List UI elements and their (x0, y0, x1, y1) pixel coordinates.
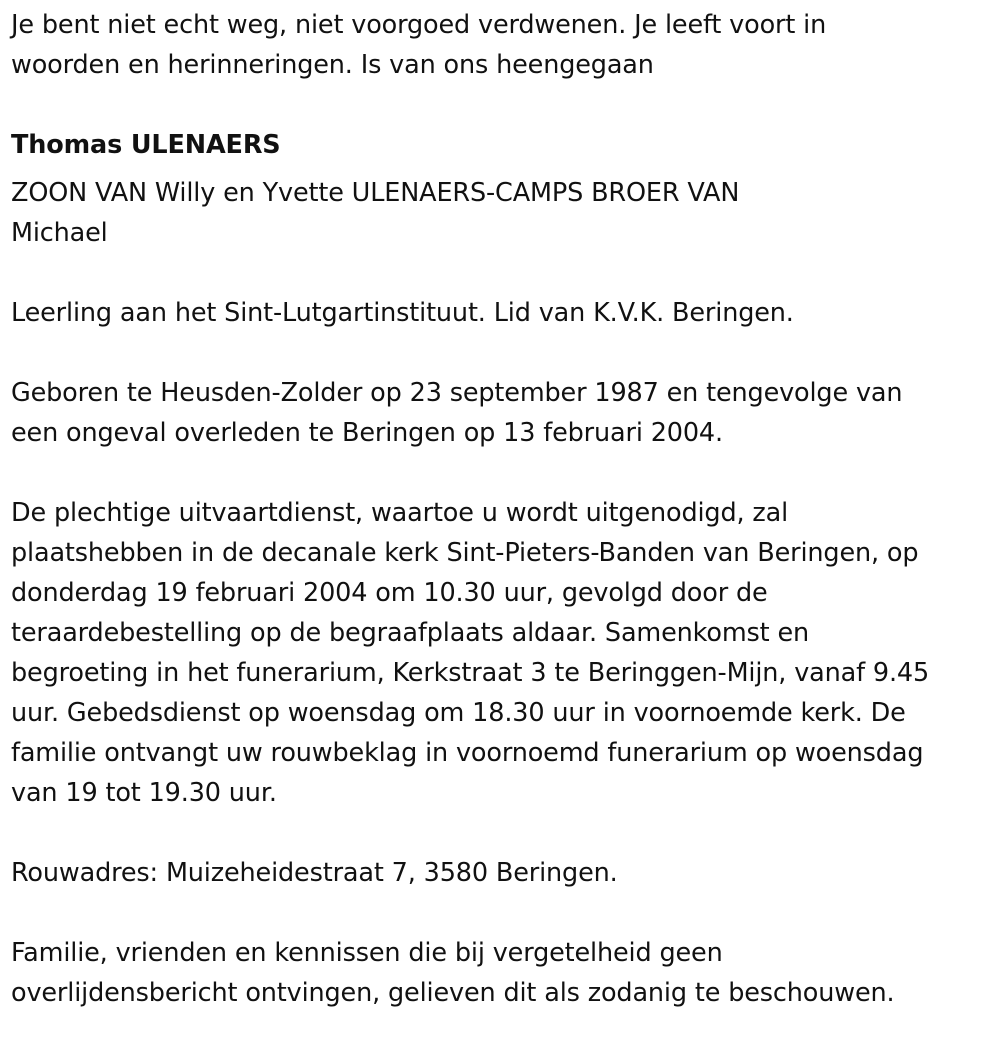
funeral-line: uur. Gebedsdienst op woensdag om 18.30 uur in voornoemde kerk. De (11, 698, 906, 728)
address-paragraph (11, 853, 996, 893)
funeral-line: De plechtige uitvaartdienst, waartoe u wordt uitgenodigd, zal (11, 498, 789, 528)
intro-paragraph (11, 5, 996, 85)
paragraph-gap (11, 333, 996, 373)
deceased-name: Thomas ULENAERS (11, 130, 281, 160)
address-line: Rouwadres: Muizeheidestraat 7, 3580 Beringen. (11, 858, 618, 888)
intro-line: Je bent niet echt weg, niet voorgoed verdwenen. Je leeft voort in (11, 10, 827, 40)
closing-line: overlijdensbericht ontvingen, gelieven dit als zodanig te beschouwen. (11, 978, 895, 1008)
funeral-paragraph (11, 493, 996, 813)
obituary-text (11, 5, 996, 1013)
family-line: ZOON VAN Willy en Yvette ULENAERS-CAMPS BROER VAN (11, 178, 740, 208)
intro-line: woorden en herinneringen. Is van ons heengegaan (11, 50, 654, 80)
funeral-line: familie ontvangt uw rouwbeklag in voornoemd funerarium op woensdag (11, 738, 924, 768)
paragraph-gap (11, 893, 996, 933)
funeral-line: teraardebestelling op de begraafplaats aldaar. Samenkomst en (11, 618, 809, 648)
student-paragraph (11, 293, 996, 333)
closing-paragraph (11, 933, 996, 1013)
birth-death-line: Geboren te Heusden-Zolder op 23 september 1987 en tengevolge van (11, 378, 903, 408)
funeral-line: donderdag 19 februari 2004 om 10.30 uur, gevolgd door de (11, 578, 768, 608)
funeral-line: plaatshebben in de decanale kerk Sint-Pieters-Banden van Beringen, op (11, 538, 919, 568)
birth-death-line: een ongeval overleden te Beringen op 13 februari 2004. (11, 418, 723, 448)
family-line: Michael (11, 218, 108, 248)
paragraph-gap (11, 453, 996, 493)
closing-line: Familie, vrienden en kennissen die bij vergetelheid geen (11, 938, 723, 968)
paragraph-gap (11, 813, 996, 853)
birth-death-paragraph (11, 373, 996, 453)
family-paragraph (11, 173, 996, 253)
paragraph-gap (11, 85, 996, 125)
paragraph-gap (11, 253, 996, 293)
funeral-line: van 19 tot 19.30 uur. (11, 778, 277, 808)
funeral-line: begroeting in het funerarium, Kerkstraat 3 te Beringgen-Mijn, vanaf 9.45 (11, 658, 930, 688)
student-line: Leerling aan het Sint-Lutgartinstituut. Lid van K.V.K. Beringen. (11, 298, 794, 328)
